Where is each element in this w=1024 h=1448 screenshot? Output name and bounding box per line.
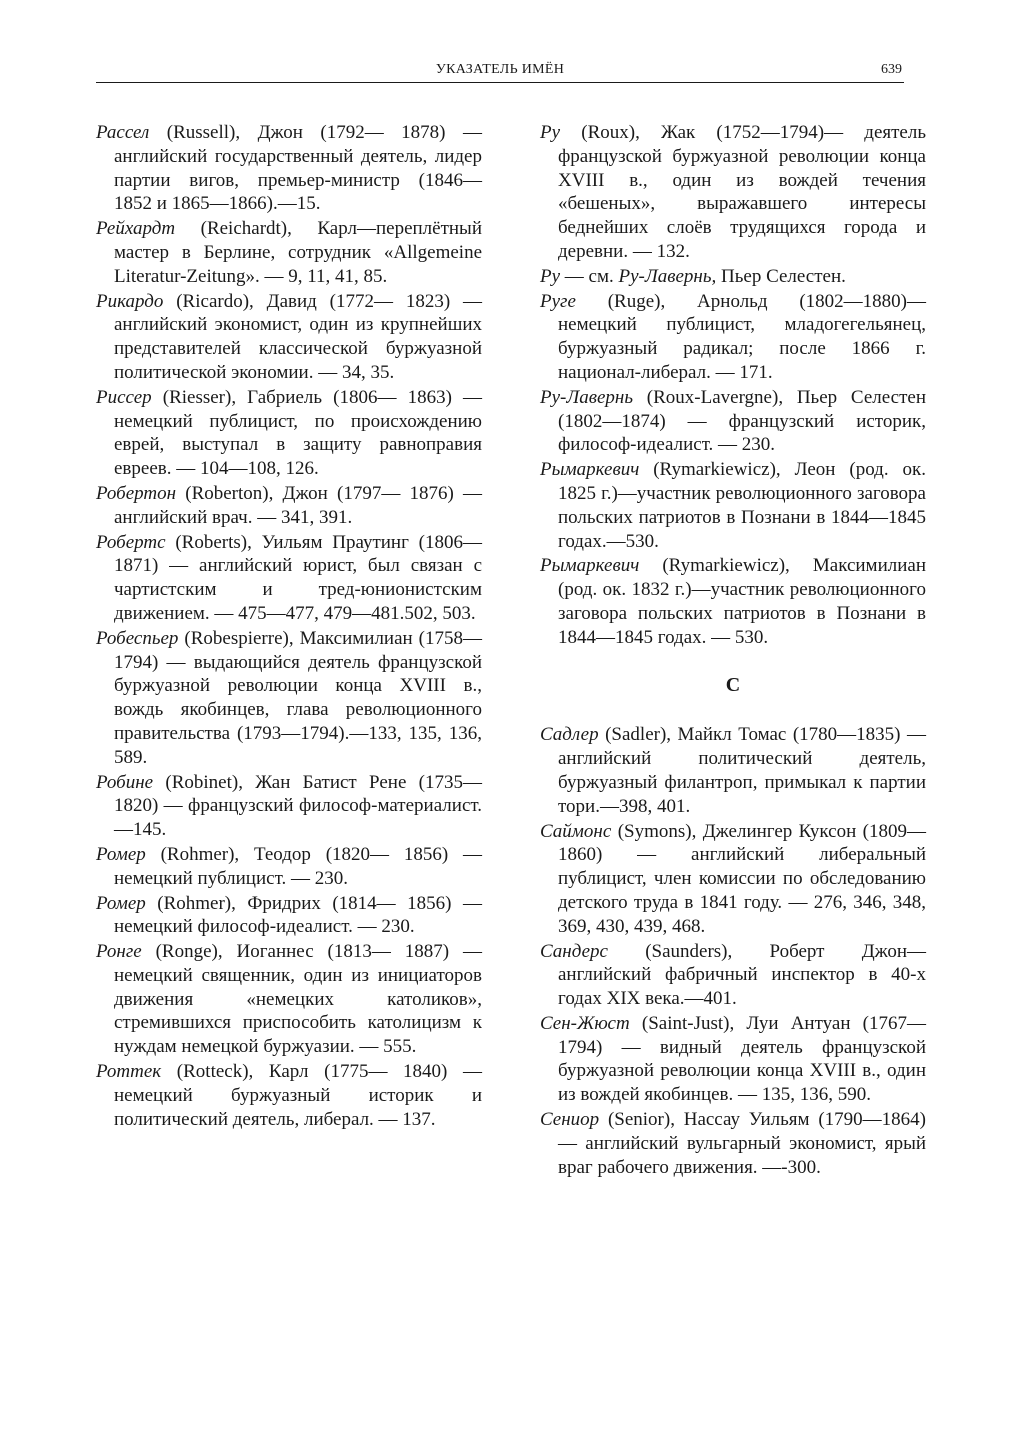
entry-text: Пьер Селестен.	[716, 265, 846, 287]
entry-text: (Sadler), Майкл Томас (1780—1835) — английский политический деятель, буржуазный филантроп, примыкал к партии тори.—398, 401.	[558, 724, 926, 817]
entry-name: Рымаркевич	[540, 459, 640, 481]
index-entry	[96, 627, 482, 770]
entry-text: (Saunders), Роберт Джон— английский фабричный инспектор в 40-х годах XIX века.—401.	[558, 940, 926, 1010]
entry-text: — см.	[560, 265, 619, 287]
entry-name: Сен-Жюст	[540, 1012, 630, 1034]
index-entry	[96, 771, 482, 842]
entry-text: (Roberton), Джон (1797— 1876) — английский врач. — 341, 391.	[114, 482, 482, 528]
right-column	[540, 121, 926, 1180]
running-header	[96, 60, 904, 83]
entry-name: Руге	[540, 290, 576, 312]
index-entry	[540, 290, 926, 385]
entry-text: (Ronge), Иоганнес (1813— 1887) — немецкий священник, один из инициаторов движения «немецких католиков», стремившихся приспособить католицизм к нуждам немецкой буржуазии. — 555.	[114, 941, 482, 1058]
entry-name: Риссер	[96, 386, 152, 408]
index-entry	[540, 723, 926, 818]
entry-name: Ромер	[96, 892, 146, 914]
index-entry	[96, 843, 482, 891]
index-entry	[96, 531, 482, 626]
entry-text: (Symons), Джелингер Куксон (1809—1860) — английский либеральный публицист, член комиссии по обследованию детского труда в 1841 году. — 276, 346, 348, 369, 430, 439, 468.	[558, 820, 926, 937]
index-entry	[96, 386, 482, 481]
entry-name: Робертс	[96, 531, 166, 553]
left-column	[96, 121, 482, 1132]
entry-name: Рикардо	[96, 290, 164, 312]
entry-name: Сандерс	[540, 940, 608, 962]
entry-name: Рассел	[96, 122, 150, 143]
entry-text: (Roux), Жак (1752—1794)— деятель французской буржуазной революции конца XVIII в., один из вождей течения «бешеных», выражавшего интересы беднейших слоёв трудящихся города и деревни. — 132.	[558, 122, 926, 262]
entry-name: Ру	[540, 265, 561, 287]
entry-text: (Russell), Джон (1792— 1878) — английский государственный деятель, лидер партии вигов, премьер-министр (1846— 1852 и 1865—1866).—15.	[114, 122, 482, 215]
index-entry	[540, 940, 926, 1011]
entry-name: Роттек	[96, 1061, 162, 1083]
section-letter: С	[725, 673, 741, 696]
entry-text: (Rymarkiewicz), Максимилиан (род. ок. 1832 г.)—участник революционного заговора польских патриотов в Познани в 1844—1845 годах. — 530.	[558, 555, 926, 648]
entry-name: Робеспьер	[96, 627, 179, 649]
entry-name: Садлер	[540, 724, 599, 746]
index-entry	[540, 265, 926, 289]
index-entry	[96, 290, 482, 385]
page-number: 639	[881, 62, 902, 77]
entry-text: (Reichardt), Карл—переплётный мастер в Берлине, сотрудник «Allgemeine Literatur-Zeitung». — 9, 11, 41, 85.	[114, 218, 482, 287]
entry-text: (Robespierre), Максимилиан (1758—1794) — выдающийся деятель французской буржуазной революции конца XVIII в., вождь якобинцев, глава революционного правительства (1793—1794).—133, 135, 136, 589.	[114, 627, 482, 768]
entry-text: (Ruge), Арнольд (1802—1880)— немецкий публицист, младогегельянец, буржуазный радикал; после 1866 г. национал-либерал. — 171.	[558, 290, 926, 383]
entry-text: (Riesser), Габриель (1806— 1863) — немецкий публицист, по происхождению еврей, выступал в защиту равноправия евреев. — 104—108, 126.	[114, 386, 482, 480]
index-entry	[96, 121, 482, 216]
entry-name: Ромер	[96, 843, 146, 865]
entry-name: Рымаркевич	[540, 555, 640, 577]
index-entry	[96, 940, 482, 1059]
entry-text: (Roberts), Уильям Праутинг (1806—1871) — английский юрист, был связан с чартистским и тред-юнионистским движением. — 475—477, 479—481.502, 503.	[114, 531, 482, 624]
index-entry	[96, 217, 482, 288]
entry-text: (Rotteck), Карл (1775— 1840) — немецкий буржуазный историк и политический деятель, либерал. — 137.	[114, 1061, 482, 1130]
index-entry	[96, 1060, 482, 1131]
index-entry	[540, 121, 926, 264]
entry-name: Рейхардт	[96, 218, 176, 240]
entry-name: Робине	[96, 771, 154, 793]
entry-text: (Ricardo), Давид (1772— 1823) — английский экономист, один из крупнейших представителей классической буржуазной политической экономии. — 34, 35.	[114, 290, 482, 383]
entry-text: (Rohmer), Теодор (1820— 1856) — немецкий публицист. — 230.	[114, 843, 482, 889]
index-entry	[540, 1012, 926, 1107]
entry-text: (Roux-Lavergne), Пьер Селестен (1802—1874) — французский историк, философ-идеалист. — 230.	[558, 386, 926, 456]
header-title: УКАЗАТЕЛЬ ИМЁН	[435, 62, 565, 77]
entry-name: Робертон	[96, 482, 177, 504]
entry-name: Ру-Лавернь	[540, 386, 633, 408]
entry-text: (Rymarkiewicz), Леон (род. ок. 1825 г.)—участник революционного заговора польских патриотов в Познани в 1844—1845 годах.—530.	[558, 459, 926, 552]
entry-name: Саймонс	[540, 820, 612, 842]
index-entry	[540, 1108, 926, 1179]
index-entry	[96, 482, 482, 530]
entry-name: Ру	[540, 122, 561, 143]
index-entry	[540, 554, 926, 649]
entry-name: Сениор	[540, 1109, 600, 1131]
index-entry	[96, 892, 482, 940]
entry-cross-reference: Ру-Лавернь,	[618, 265, 717, 287]
index-entry	[540, 386, 926, 457]
index-entry	[540, 820, 926, 939]
entry-text: (Robinet), Жан Батист Рене (1735—1820) — французский философ-материалист. —145.	[114, 771, 482, 841]
entry-text: (Senior), Нассау Уильям (1790—1864) — английский вульгарный экономист, ярый враг рабочего движения. —-300.	[558, 1109, 926, 1178]
entry-text: (Rohmer), Фридрих (1814— 1856) — немецкий философ-идеалист. — 230.	[114, 892, 482, 938]
index-entry	[540, 458, 926, 553]
entry-name: Ронге	[96, 941, 142, 963]
entry-text: (Saint-Just), Луи Антуан (1767—1794) — видный деятель французской буржуазной революции конца XVIII в., один из вождей якобинцев. — 135, 136, 590.	[558, 1012, 926, 1106]
